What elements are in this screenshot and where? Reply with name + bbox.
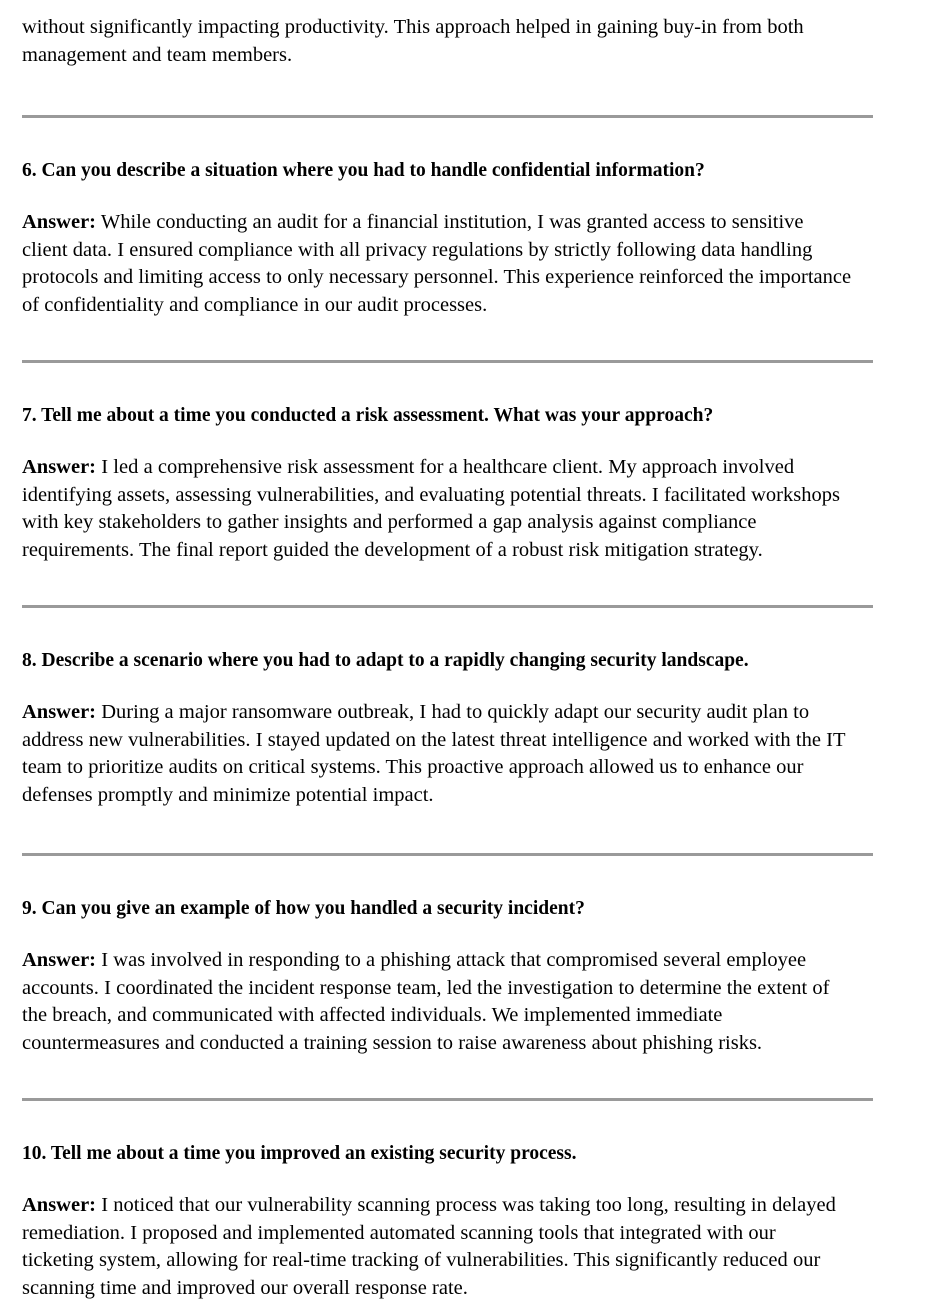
answer-text: During a major ransomware outbreak, I had to quickly adapt our security audit plan to address new vulnerabilities. I stayed updated on the latest threat intelligence and worked with the IT team to prioritize audits on critical systems. This proactive approach allowed us to enhance our defenses promptly and minimize potential impact.: [22, 701, 846, 806]
spacer-before-divider-4: [22, 809, 852, 853]
spacer-question-answer: [22, 674, 852, 699]
answer-paragraph: [22, 209, 852, 319]
top-spacer: [22, 0, 852, 8]
answer-label: Answer:: [22, 1194, 97, 1216]
spacer-before-divider-5: [22, 1057, 852, 1098]
answer-paragraph: [22, 1192, 852, 1302]
qa-block-9: [22, 896, 852, 1057]
qa-block-10: [22, 1141, 852, 1302]
answer-label: Answer:: [22, 211, 97, 233]
question-heading: 10. Tell me about a time you improved an existing security process.: [22, 1143, 577, 1164]
answer-label: Answer:: [22, 456, 97, 478]
answer-text: I was involved in responding to a phishing attack that compromised several employee accounts. I coordinated the incident response team, led the investigation to determine the extent of the breach, and communicated with affected individuals. We implemented immediate countermeasures and conducted a training session to raise awareness about phishing risks.: [22, 949, 830, 1054]
qa-block-7: [22, 403, 852, 564]
continued-paragraph: without significantly impacting productivity. This approach helped in gaining buy-in from both management and team members.: [22, 16, 804, 66]
spacer-after-divider-2: [22, 363, 852, 403]
answer-paragraph: [22, 699, 852, 809]
spacer-question-answer: [22, 429, 852, 454]
spacer-before-divider-3: [22, 564, 852, 605]
answer-paragraph: [22, 454, 852, 564]
spacer-after-divider-5: [22, 1101, 852, 1141]
spacer-before-divider-2: [22, 319, 852, 360]
spacer-question-answer: [22, 184, 852, 209]
answer-label: Answer:: [22, 701, 97, 723]
question-heading: 9. Can you give an example of how you handled a security incident?: [22, 898, 585, 919]
answer-text: I led a comprehensive risk assessment for a healthcare client. My approach involved identifying assets, assessing vulnerabilities, and evaluating potential threats. I facilitated workshops with key stakeholders to gather insights and performed a gap analysis against compliance requirements. The final report guided the development of a robust risk mitigation strategy.: [22, 456, 840, 561]
answer-text: While conducting an audit for a financial institution, I was granted access to sensitive client data. I ensured compliance with all privacy regulations by strictly following data handling protocols and limiting access to only necessary personnel. This experience reinforced the importance of confidentiality and compliance in our audit processes.: [22, 211, 852, 316]
spacer-after-divider-1: [22, 118, 852, 158]
question-heading: 6. Can you describe a situation where you had to handle confidential information?: [22, 160, 705, 181]
spacer-after-divider-3: [22, 608, 852, 648]
spacer-question-answer: [22, 922, 852, 947]
question-heading: 8. Describe a scenario where you had to adapt to a rapidly changing security landscape.: [22, 650, 749, 671]
document-content: [22, 0, 852, 1302]
spacer-question-answer: [22, 1167, 852, 1192]
answer-label: Answer:: [22, 949, 97, 971]
spacer-before-divider-1: [22, 69, 852, 115]
qa-block-6: [22, 158, 852, 319]
qa-block-8: [22, 648, 852, 809]
answer-text: I noticed that our vulnerability scanning process was taking too long, resulting in delayed remediation. I proposed and implemented automated scanning tools that integrated with our ticketing system, allowing for real-time tracking of vulnerabilities. This significantly reduced our scanning time and improved our overall response rate.: [22, 1194, 836, 1299]
question-heading: 7. Tell me about a time you conducted a risk assessment. What was your approach?: [22, 405, 714, 426]
answer-paragraph: [22, 947, 852, 1057]
spacer-after-divider-4: [22, 856, 852, 896]
